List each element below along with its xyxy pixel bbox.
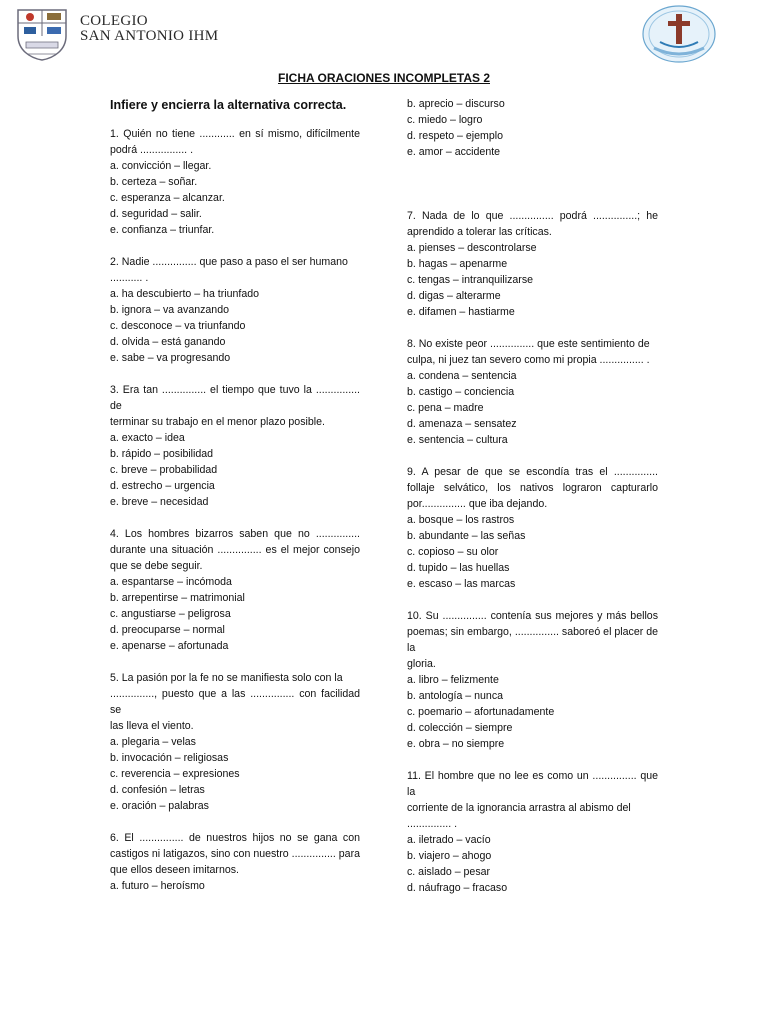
answer-option: b. invocación – religiosas bbox=[110, 752, 229, 764]
question-8 bbox=[407, 336, 658, 448]
question-stem-continued: terminar su trabajo en el menor plazo posible. bbox=[110, 416, 325, 428]
answer-option: e. amor – accidente bbox=[407, 146, 501, 158]
answer-option: a. exacto – idea bbox=[110, 432, 185, 444]
answer-option: b. rápido – posibilidad bbox=[110, 448, 214, 460]
answer-option: a. bosque – los rastros bbox=[407, 514, 515, 526]
answer-option: d. digas – alterarme bbox=[407, 290, 501, 302]
cross-emblem-icon bbox=[640, 4, 718, 64]
question-stem: 8. No existe peor ............... que este sentimiento de bbox=[407, 338, 650, 350]
question-stem-continued: ........... . bbox=[110, 272, 149, 284]
question-stem: 6. El ............... de nuestros hijos no se gana con castigos ni latigazos, sino con nuestro ............... para que ellos deseen imitarnos. bbox=[110, 832, 360, 876]
question-stem: 10. Su ............... contenía sus mejores y más bellos poemas; sin embargo, ............... saboreó el placer de la bbox=[407, 610, 658, 654]
answer-option: b. certeza – soñar. bbox=[110, 176, 198, 188]
question-stem: 4. Los hombres bizarros saben que no ............... durante una situación ............... es el mejor consejo que se debe seguir. bbox=[110, 528, 360, 572]
answer-option: e. breve – necesidad bbox=[110, 496, 209, 508]
answer-option: d. tupido – las huellas bbox=[407, 562, 510, 574]
question-11 bbox=[407, 768, 658, 896]
question-7 bbox=[407, 208, 658, 320]
page-title-text: FICHA ORACIONES INCOMPLETAS 2 bbox=[277, 71, 490, 85]
answer-option: b. aprecio – discurso bbox=[407, 98, 505, 110]
answer-option: d. náufrago – fracaso bbox=[407, 882, 508, 894]
answer-option: c. copioso – su olor bbox=[407, 546, 499, 558]
question-5 bbox=[110, 670, 360, 814]
question-stem: 1. Quién no tiene ............ en sí mismo, difícilmente podrá ................ . bbox=[110, 128, 360, 156]
answer-option: c. miedo – logro bbox=[407, 114, 483, 126]
question-10 bbox=[407, 608, 658, 752]
answer-option: c. pena – madre bbox=[407, 402, 484, 414]
question-stem: 11. El hombre que no lee es como un ............... que la bbox=[407, 770, 658, 798]
page-title bbox=[0, 71, 768, 85]
answer-option: e. obra – no siempre bbox=[407, 738, 505, 750]
answer-option: b. hagas – apenarme bbox=[407, 258, 508, 270]
answer-option: c. desconoce – va triunfando bbox=[110, 320, 246, 332]
answer-option: a. pienses – descontrolarse bbox=[407, 242, 537, 254]
question-stem-continued: gloria. bbox=[407, 658, 436, 670]
answer-option: d. respeto – ejemplo bbox=[407, 130, 503, 142]
answer-option: d. amenaza – sensatez bbox=[407, 418, 517, 430]
answer-option: c. poemario – afortunadamente bbox=[407, 706, 555, 718]
school-name-line1: COLEGIO bbox=[80, 13, 148, 29]
question-stem-continued: las lleva el viento. bbox=[110, 720, 194, 732]
answer-option: c. aislado – pesar bbox=[407, 866, 491, 878]
question-4 bbox=[110, 526, 360, 654]
answer-option: e. escaso – las marcas bbox=[407, 578, 516, 590]
answer-option: e. sabe – va progresando bbox=[110, 352, 231, 364]
answer-option: c. esperanza – alcanzar. bbox=[110, 192, 225, 204]
answer-option: d. preocuparse – normal bbox=[110, 624, 225, 636]
question-3 bbox=[110, 382, 360, 510]
answer-option: a. futuro – heroísmo bbox=[110, 880, 205, 892]
question-1 bbox=[110, 126, 360, 238]
answer-option: c. reverencia – expresiones bbox=[110, 768, 240, 780]
question-stem: 5. La pasión por la fe no se manifiesta solo con la bbox=[110, 672, 343, 684]
answer-option: e. difamen – hastiarme bbox=[407, 306, 515, 318]
answer-option: b. antología – nunca bbox=[407, 690, 504, 702]
answer-option: d. colección – siempre bbox=[407, 722, 513, 734]
answer-option: c. tengas – intranquilizarse bbox=[407, 274, 534, 286]
question-9 bbox=[407, 464, 658, 592]
question-stem: 2. Nadie ............... que paso a paso el ser humano bbox=[110, 256, 348, 268]
instruction: Infiere y encierra la alternativa correcta. bbox=[110, 98, 347, 112]
answer-option: d. olvida – está ganando bbox=[110, 336, 226, 348]
answer-option: b. abundante – las señas bbox=[407, 530, 526, 542]
question-6 bbox=[110, 830, 360, 894]
answer-option: a. condena – sentencia bbox=[407, 370, 517, 382]
question-stem: 3. Era tan ............... el tiempo que tuvo la ............... de bbox=[110, 384, 360, 412]
answer-option: e. apenarse – afortunada bbox=[110, 640, 229, 652]
answer-option: d. estrecho – urgencia bbox=[110, 480, 215, 492]
answer-option: a. libro – felizmente bbox=[407, 674, 499, 686]
question-stem-continued: culpa, ni juez tan severo como mi propia ............... . bbox=[407, 354, 650, 366]
question-stem-continued: ..............., puesto que a las ............... con facilidad se bbox=[110, 688, 360, 716]
answer-option: b. viajero – ahogo bbox=[407, 850, 492, 862]
school-name bbox=[80, 14, 218, 44]
left-column bbox=[110, 96, 360, 894]
answer-option: b. arrepentirse – matrimonial bbox=[110, 592, 245, 604]
school-crest-icon bbox=[14, 6, 70, 62]
answer-option: b. castigo – conciencia bbox=[407, 386, 515, 398]
answer-option: c. angustiarse – peligrosa bbox=[110, 608, 231, 620]
answer-option: b. ignora – va avanzando bbox=[110, 304, 229, 316]
question-6-continued bbox=[407, 96, 658, 160]
question-stem: 7. Nada de lo que ............... podrá ...............; he aprendido a tolerar las críticas. bbox=[407, 210, 658, 238]
school-name-line2: SAN ANTONIO IHM bbox=[80, 28, 219, 44]
answer-option: c. breve – probabilidad bbox=[110, 464, 218, 476]
answer-option: e. confianza – triunfar. bbox=[110, 224, 215, 236]
answer-option: a. iletrado – vacío bbox=[407, 834, 491, 846]
answer-option: a. convicción – llegar. bbox=[110, 160, 212, 172]
answer-option: a. espantarse – incómoda bbox=[110, 576, 232, 588]
question-2 bbox=[110, 254, 360, 366]
question-stem-continued: ............... . bbox=[407, 818, 458, 830]
answer-option: a. ha descubierto – ha triunfado bbox=[110, 288, 260, 300]
answer-option: d. confesión – letras bbox=[110, 784, 205, 796]
question-stem: 9. A pesar de que se escondía tras el ............... follaje selvático, los nativos lograron capturarlo por............... que iba dejando. bbox=[407, 466, 658, 510]
answer-option: a. plegaria – velas bbox=[110, 736, 196, 748]
answer-option: d. seguridad – salir. bbox=[110, 208, 202, 220]
right-column bbox=[407, 96, 658, 896]
question-stem-continued: corriente de la ignorancia arrastra al abismo del bbox=[407, 802, 631, 814]
answer-option: e. oración – palabras bbox=[110, 800, 209, 812]
answer-option: e. sentencia – cultura bbox=[407, 434, 508, 446]
